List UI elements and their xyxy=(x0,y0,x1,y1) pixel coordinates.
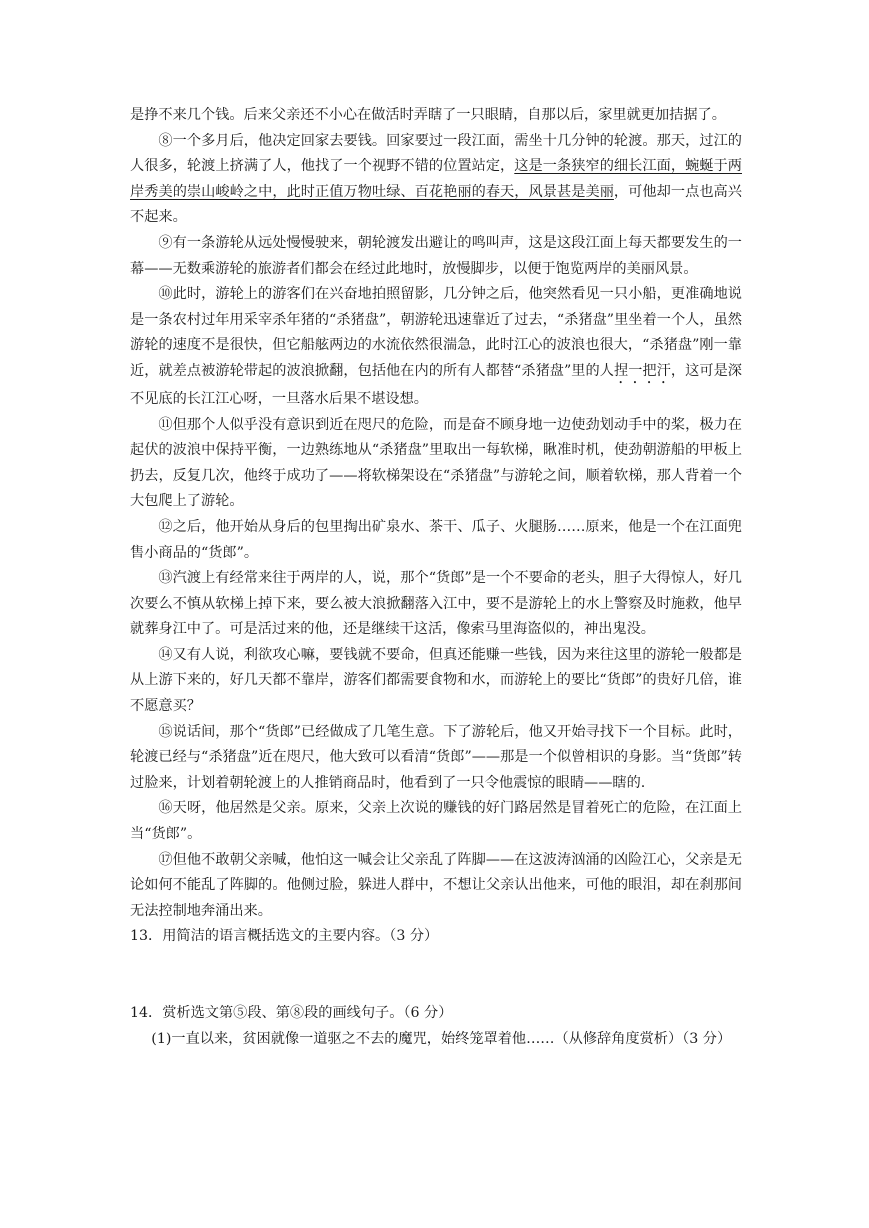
paragraph-continuation: 是挣不来几个钱。后来父亲还不小心在做活时弄瞎了一只眼睛，自那以后，家里就更加拮据了。 xyxy=(130,107,726,123)
question-14-part-1: (1)一直以来，贫困就像一道驱之不去的魔咒，始终笼罩着他……（从修辞角度赏析）（3 分） xyxy=(151,1030,732,1047)
paragraph-8-text-before: ⑧一个多月后，他决定回家去要钱。回家要过一段江面，需坐十几分钟的轮渡。那天，过江的人很多，轮渡上挤满了人，他找了一个视野不错的位置站定， xyxy=(130,132,742,175)
paragraph-10-text-before: ⑩此时，游轮上的游客们在兴奋地拍照留影，几分钟之后，他突然看见一只小船，更准确地说是一条农村过年用采宰杀年猪的“杀猪盘”，朝游轮迅速靠近了过去，“杀猪盘”里坐着一个人，虽然游轮的速度不是很快，但它船舷两边的水流依然很湍急，此时江心的波浪也很大，“杀猪盘”刚一靠近，就差点被游轮带起的波浪掀翻，包括他在内的所有人都替“杀猪盘”里的人 xyxy=(130,286,742,379)
paragraph-16: ⑯天呀，他居然是父亲。原来，父亲上次说的赚钱的好门路居然是冒着死亡的危险，在江面上当“货郎”。 xyxy=(130,800,742,843)
paragraph-8-underlined-sentence: 这是一条狭窄的细长江面，蜿蜒于两岸秀美的崇山峻岭之中，此时正值万物吐绿、百花艳丽的春天，风景甚是美丽 xyxy=(130,158,742,200)
paragraph-10 xyxy=(130,282,742,412)
answer-space-13[interactable] xyxy=(130,950,742,1001)
paragraph-11: ⑪但那个人似乎没有意识到近在咫尺的危险，而是奋不顾身地一边使劲划动手中的桨，极力在起伏的波浪中保持平衡，一边熟练地从“杀猪盘”里取出一每软梯，瞅准时机，使劲朝游船的甲板上扔去，反复几次，他终于成功了——将软梯架设在“杀猪盘”与游轮之间，顺着软梯，那人背着一个大包爬上了游轮。 xyxy=(130,416,742,510)
paragraph-10-dotted-phrase: 捏一把汗 xyxy=(613,362,671,379)
paragraph-9: ⑨有一条游轮从远处慢慢驶来，朝轮渡发出避让的鸣叫声，这是这段江面上每天都要发生的一幕——无数乘游轮的旅游者们都会在经过此地时，放慢脚步，以便于饱览两岸的美丽风景。 xyxy=(130,234,742,277)
paragraph-10-text-after: ，这可是深不见底的长江江心呀，一旦落水后果不堪设想。 xyxy=(130,362,742,407)
question-14: 14．赏析选文第⑤段、第⑧段的画线句子。（6 分） xyxy=(130,1005,453,1021)
paragraph-17: ⑰但他不敢朝父亲喊，他怕这一喊会让父亲乱了阵脚——在这波涛汹涌的凶险江心，父亲是无论如何不能乱了阵脚的。他侧过脸，躲进人群中，不想让父亲认出他来，可他的眼泪，却在刹那间无法控制地奔涌出来。 xyxy=(130,851,742,919)
paragraph-8 xyxy=(130,129,742,231)
paragraph-14: ⑭又有人说，利欲攻心嘛，要钱就不要命，但真还能赚一些钱，因为来往这里的游轮一般都是从上游下来的，好几天都不靠岸，游客们都需要食物和水，而游轮上的要比“货郎”的贵好几倍，谁不愿意买？ xyxy=(130,646,742,715)
paragraph-15: ⑮说话间，那个“货郎”已经做成了几笔生意。下了游轮后，他又开始寻找下一个目标。此时，轮渡已经与“杀猪盘”近在咫尺，他大致可以看清“货郎”——那是一个似曾相识的身影。当“货郎”转过脸来，计划着朝轮渡上的人推销商品时，他看到了一只令他震惊的眼睛——瞎的. xyxy=(130,723,742,791)
question-13: 13．用简洁的语言概括选文的主要内容。（3 分） xyxy=(130,928,439,945)
paragraph-13: ⑬汽渡上有经常来往于两岸的人，说，那个“货郎”是一个不要命的老头，胆子大得惊人，好几次要么不慎从软梯上掉下来，要么被大浪掀翻落入江中，要不是游轮上的水上警察及时施救，他早就葬身江中了。可是活过来的他，还是继续干这活，像索马里海盗似的，神出鬼没。 xyxy=(130,570,742,638)
document-body xyxy=(130,103,742,1052)
paragraph-12: ⑫之后，他开始从身后的包里掏出矿泉水、茶干、瓜子、火腿肠……原来，他是一个在江面兜售小商品的“货郎”。 xyxy=(130,518,742,561)
paragraph-8-text-after: ，可他却一点也高兴不起来。 xyxy=(130,183,742,226)
